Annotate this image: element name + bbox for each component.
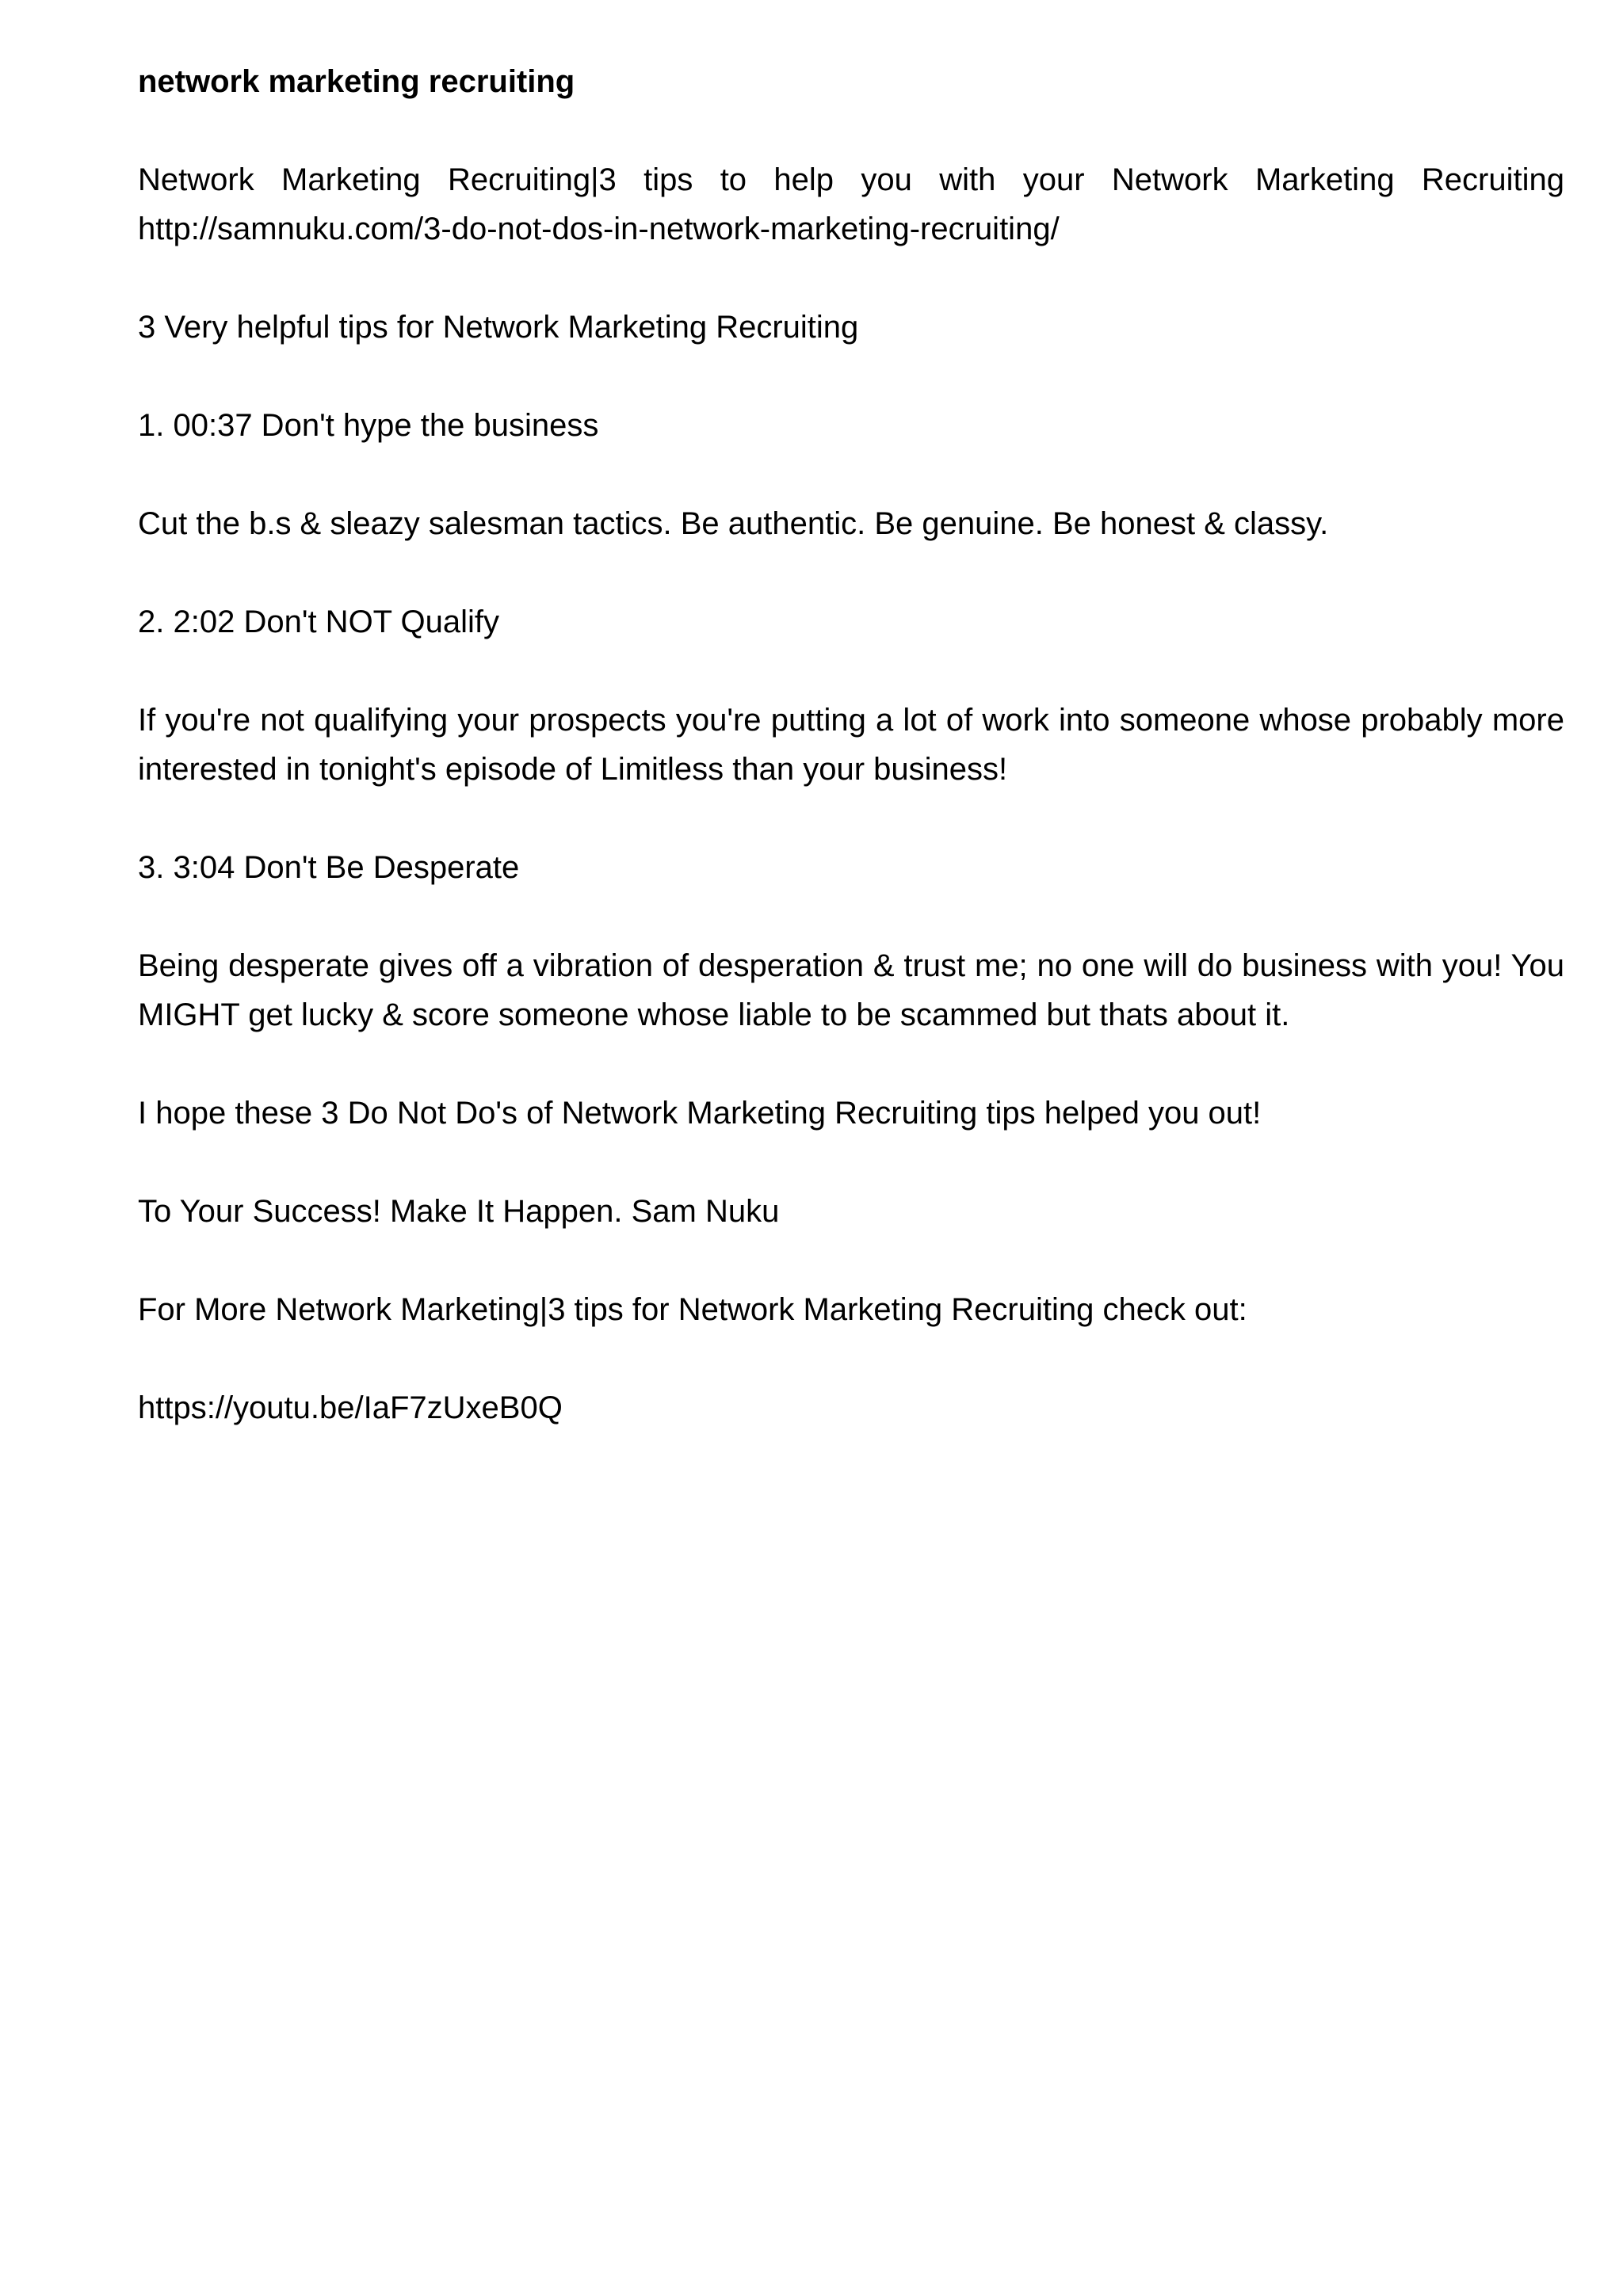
tip-1-body: Cut the b.s & sleazy salesman tactics. Be authentic. Be genuine. Be honest & classy. [138,506,1329,541]
intro-paragraph [138,155,1564,254]
signoff-line: To Your Success! Make It Happen. Sam Nuku [138,1194,780,1229]
tip-2-heading: 2. 2:02 Don't NOT Qualify [138,605,499,639]
tip-2-body: If you're not qualifying your prospects you're putting a lot of work into someone whose probably more interested in tonight's episode of Limitless than your business! [138,703,1564,787]
tip-3-body: Being desperate gives off a vibration of desperation & trust me; no one will do business with you! You MIGHT get lucky & score someone whose liable to be scammed but thats about it. [138,948,1564,1032]
tip-1-heading: 1. 00:37 Don't hype the business [138,408,599,443]
document-page [138,57,1564,1482]
more-info-line: For More Network Marketing|3 tips for Network Marketing Recruiting check out: [138,1292,1247,1327]
closing-line: I hope these 3 Do Not Do's of Network Marketing Recruiting tips helped you out! [138,1096,1262,1131]
video-link-paragraph [138,1383,1564,1432]
tip-3-heading: 3. 3:04 Don't Be Desperate [138,850,520,885]
intro-line: Network Marketing Recruiting|3 tips to help you with your Network Marketing Recruiting [138,162,1564,197]
video-url-link[interactable]: https://youtu.be/IaF7zUxeB0Q [138,1390,563,1425]
document-title: network marketing recruiting [138,64,575,99]
subtitle: 3 Very helpful tips for Network Marketing Recruiting [138,310,859,345]
intro-url-link[interactable]: http://samnuku.com/3-do-not-dos-in-network-marketing-recruiting/ [138,212,1060,246]
